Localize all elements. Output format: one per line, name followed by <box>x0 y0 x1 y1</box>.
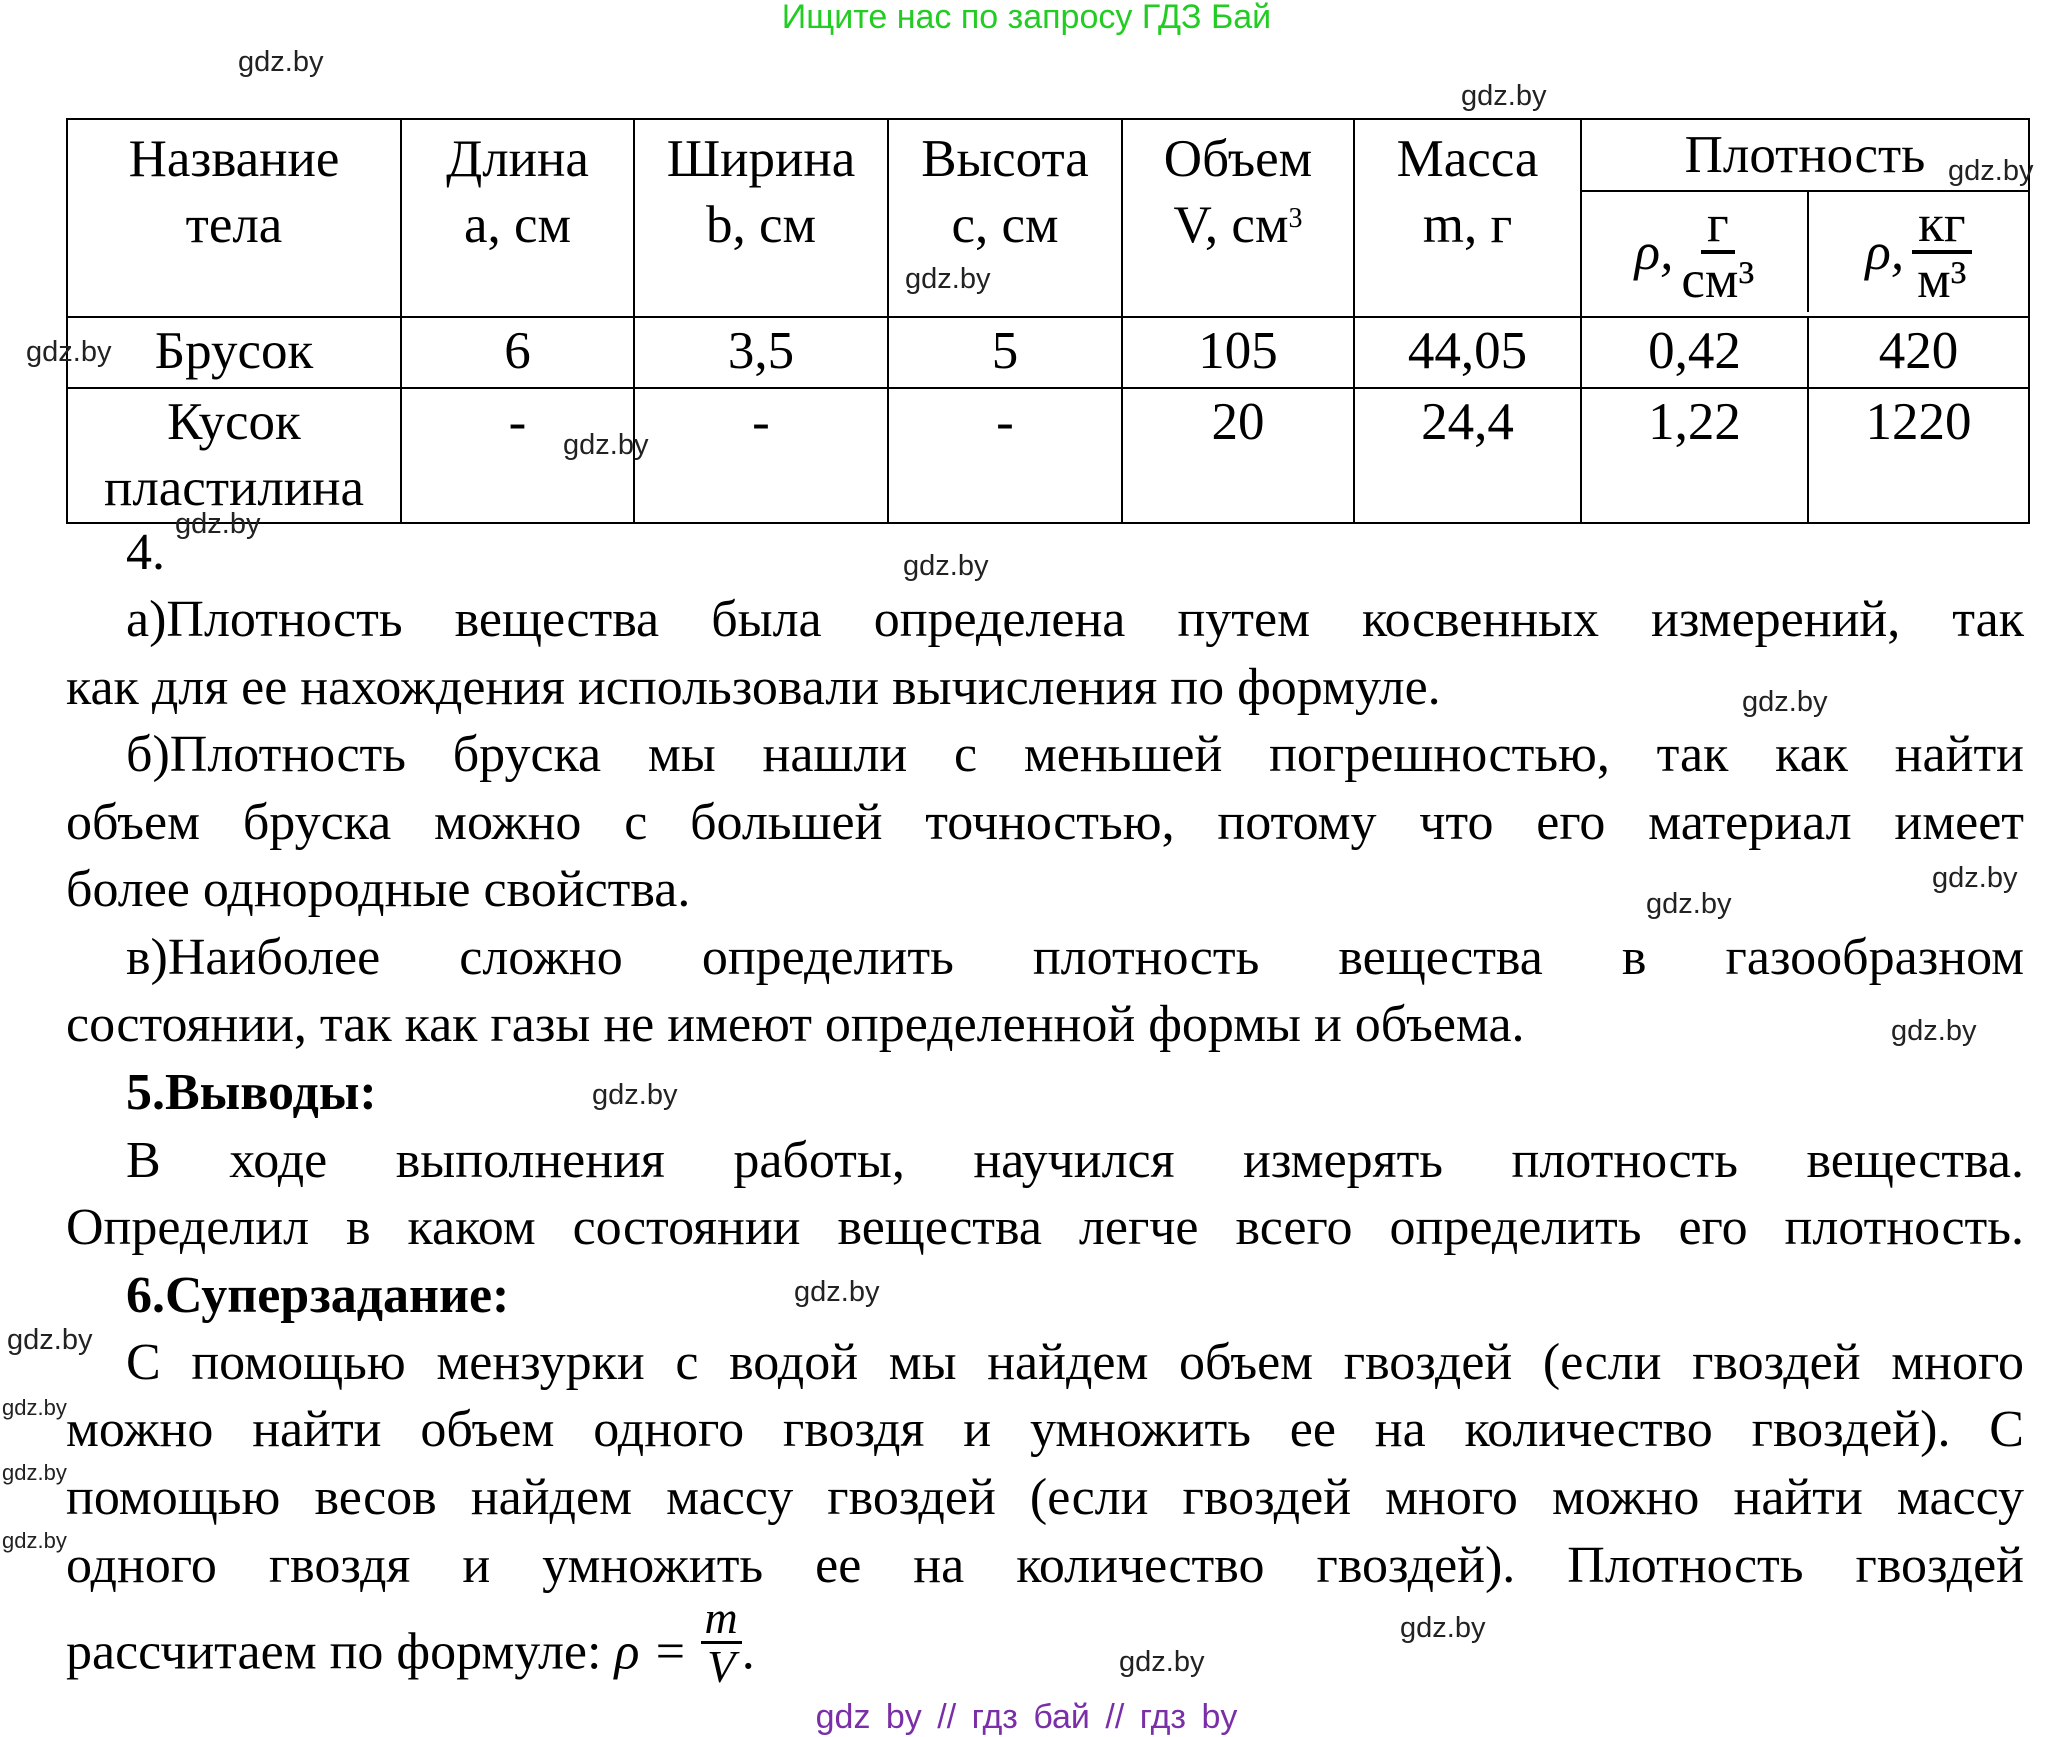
cell-height: - <box>888 388 1122 523</box>
cell-height: 5 <box>888 317 1122 388</box>
watermark: gdz.by <box>1742 686 1828 718</box>
watermark: gdz.by <box>1891 1015 1977 1047</box>
cell-density-g: 0,42 <box>1581 317 1808 388</box>
text-line: В ходе выполнения работы, научился измерять плотность вещества. <box>126 1132 2024 1189</box>
text-line: в)Наиболее сложно определить плотность вещества в газообразном <box>126 929 2024 986</box>
cell-name: Кусок пластилина <box>67 388 401 523</box>
cell-density-kg: 420 <box>1808 317 2029 388</box>
cell-volume: 20 <box>1122 388 1354 523</box>
text-line: а)Плотность вещества была определена путем косвенных измерений, так <box>126 591 2024 648</box>
watermark: gdz.by <box>2 1528 67 1553</box>
text-line: как для ее нахождения использовали вычисления по формуле. <box>66 659 1441 716</box>
cell-volume: 105 <box>1122 317 1354 388</box>
watermark: gdz.by <box>238 46 324 78</box>
measurements-table <box>66 118 2030 524</box>
table-row <box>67 388 2029 523</box>
header-length: Длина a, см <box>401 119 634 317</box>
cell-density-kg: 1220 <box>1808 388 2029 523</box>
text-line: Определил в каком состоянии вещества легче всего определить его плотность. <box>66 1199 2024 1256</box>
cell-width: - <box>634 388 888 523</box>
watermark: gdz.by <box>592 1079 678 1111</box>
watermark: gdz.by <box>7 1324 93 1356</box>
header-density <box>1581 119 2029 317</box>
watermark: gdz.by <box>26 336 112 368</box>
supertask-heading: 6.Суперзадание: <box>126 1267 510 1324</box>
text-line: более однородные свойства. <box>66 861 691 918</box>
top-banner: Ищите нас по запросу ГДЗ Бай <box>781 0 1272 36</box>
watermark: gdz.by <box>1400 1612 1486 1644</box>
watermark: gdz.by <box>903 550 989 582</box>
cell-name: Брусок <box>67 317 401 388</box>
cell-mass: 24,4 <box>1354 388 1581 523</box>
text-line: одного гвоздя и умножить ее на количество гвоздей). Плотность гвоздей <box>66 1537 2024 1594</box>
watermark: gdz.by <box>175 508 261 540</box>
formula-line: рассчитаем по формуле: ρ = $\frac{m}{V}$ . <box>66 1592 755 1692</box>
header-name: Название тела <box>67 119 401 317</box>
section-4-label: 4. <box>126 524 165 581</box>
table-header-row <box>67 119 2029 317</box>
header-width: Ширина b, см <box>634 119 888 317</box>
watermark: gdz.by <box>563 429 649 461</box>
table-row <box>67 317 2029 388</box>
text-line: б)Плотность бруска мы нашли с меньшей погрешностью, так как найти <box>126 726 2024 783</box>
text-line: можно найти объем одного гвоздя и умножить ее на количество гвоздей). С <box>66 1401 2024 1458</box>
text-line: помощью весов найдем массу гвоздей (если гвоздей много можно найти массу <box>66 1469 2024 1526</box>
watermark: gdz.by <box>905 263 991 295</box>
watermark: gdz.by <box>2 1460 67 1485</box>
header-mass: Масса m, г <box>1354 119 1581 317</box>
text-line: состоянии, так как газы не имеют определенной формы и объема. <box>66 996 1525 1053</box>
bottom-banner: gdz by // гдз бай // гдз by <box>815 1698 1238 1736</box>
watermark: gdz.by <box>1932 862 2018 894</box>
watermark: gdz.by <box>1461 80 1547 112</box>
watermark: gdz.by <box>1948 155 2034 187</box>
text-line: объем бруска можно с большей точностью, потому что его материал имеет <box>66 794 2024 851</box>
watermark: gdz.by <box>1646 888 1732 920</box>
header-volume: Объем V, $см^3$ <box>1122 119 1354 317</box>
formula-fraction: $\frac{m}{V}$ <box>701 1595 742 1690</box>
header-density-kg-m3: ρ, $\frac{кг}{\text{м³}}$ <box>1809 192 2028 312</box>
cell-density-g: 1,22 <box>1581 388 1808 523</box>
header-density-g-cm3: ρ, $\frac{г}{\text{см³}}$ <box>1582 192 1809 312</box>
watermark: gdz.by <box>794 1276 880 1308</box>
watermark: gdz.by <box>1119 1646 1205 1678</box>
watermark: gdz.by <box>2 1395 67 1420</box>
header-height: Высота c, см <box>888 119 1122 317</box>
cell-length: - <box>401 388 634 523</box>
text-line: С помощью мензурки с водой мы найдем объем гвоздей (если гвоздей много <box>126 1334 2024 1391</box>
cell-width: 3,5 <box>634 317 888 388</box>
header-density-label: Плотность <box>1684 126 1926 184</box>
cell-length: 6 <box>401 317 634 388</box>
cell-mass: 44,05 <box>1354 317 1581 388</box>
conclusions-heading: 5.Выводы: <box>126 1064 377 1121</box>
